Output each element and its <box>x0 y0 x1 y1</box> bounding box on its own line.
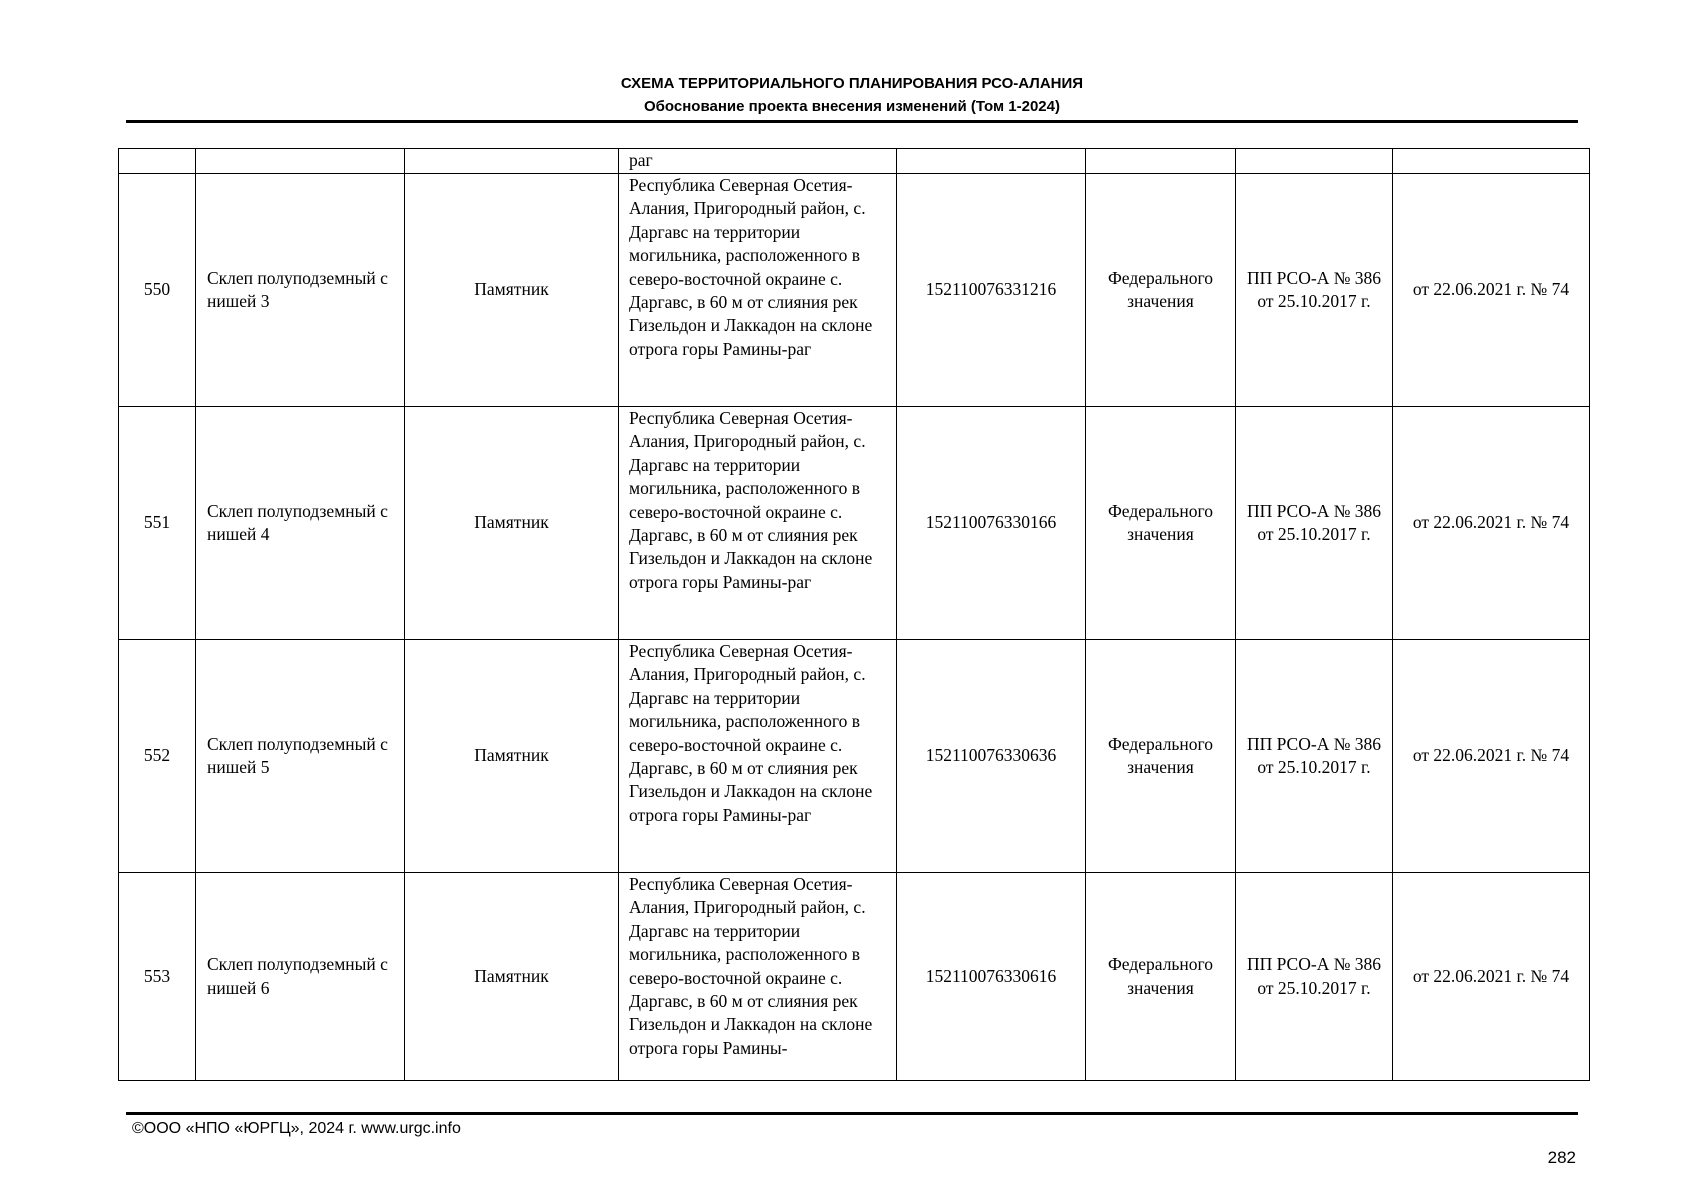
object-category: Федерального значения <box>1086 873 1236 1081</box>
footer-rule <box>126 1112 1578 1115</box>
object-category: Федерального значения <box>1086 640 1236 873</box>
object-type: Памятник <box>405 407 619 640</box>
document-subtitle: Обоснование проекта внесения изменений (Том 1-2024) <box>644 98 1060 115</box>
legal-document: ПП РСО-А № 386 от 25.10.2017 г. <box>1236 640 1393 873</box>
row-number: 551 <box>119 407 196 640</box>
order-reference: от 22.06.2021 г. № 74 <box>1393 174 1590 407</box>
table-row <box>119 407 1590 640</box>
table-cell <box>897 149 1086 174</box>
object-name: Склеп полуподземный с нишей 4 <box>196 407 405 640</box>
document-title: СХЕМА ТЕРРИТОРИАЛЬНОГО ПЛАНИРОВАНИЯ РСО-АЛАНИЯ <box>620 75 1084 92</box>
address-continuation: раг <box>619 149 897 174</box>
table-cell <box>1236 149 1393 174</box>
order-reference: от 22.06.2021 г. № 74 <box>1393 873 1590 1081</box>
continuation-row <box>119 149 1590 174</box>
table-row <box>119 873 1590 1081</box>
table-cell <box>405 149 619 174</box>
table-cell <box>1086 149 1236 174</box>
row-number: 550 <box>119 174 196 407</box>
object-name: Склеп полуподземный с нишей 3 <box>196 174 405 407</box>
object-address: Республика Северная Осетия-Алания, Пригородный район, с. Даргавс на территории могильника, расположенного в северо-восточной окраине с. Даргавс, в 60 м от слияния рек Гизельдон и Лаккадон на склоне отрога горы Рамины- <box>619 873 897 1081</box>
object-category: Федерального значения <box>1086 407 1236 640</box>
object-address: Республика Северная Осетия-Алания, Пригородный район, с. Даргавс на территории могильника, расположенного в северо-восточной окраине с. Даргавс, в 60 м от слияния рек Гизельдон и Лаккадон на склоне отрога горы Рамины-раг <box>619 640 897 873</box>
row-number: 552 <box>119 640 196 873</box>
registry-number: 152110076331216 <box>897 174 1086 407</box>
row-number: 553 <box>119 873 196 1081</box>
register-table <box>118 148 1590 1081</box>
table-row <box>119 174 1590 407</box>
object-type: Памятник <box>405 174 619 407</box>
order-reference: от 22.06.2021 г. № 74 <box>1393 407 1590 640</box>
legal-document: ПП РСО-А № 386 от 25.10.2017 г. <box>1236 407 1393 640</box>
legal-document: ПП РСО-А № 386 от 25.10.2017 г. <box>1236 174 1393 407</box>
registry-number: 152110076330166 <box>897 407 1086 640</box>
table-cell <box>1393 149 1590 174</box>
table-row <box>119 640 1590 873</box>
page-number: 282 <box>1547 1148 1576 1167</box>
table-cell <box>119 149 196 174</box>
object-name: Склеп полуподземный с нишей 5 <box>196 640 405 873</box>
header-rule <box>126 120 1578 123</box>
document-header <box>126 72 1578 118</box>
object-name: Склеп полуподземный с нишей 6 <box>196 873 405 1081</box>
order-reference: от 22.06.2021 г. № 74 <box>1393 640 1590 873</box>
legal-document: ПП РСО-А № 386 от 25.10.2017 г. <box>1236 873 1393 1081</box>
object-type: Памятник <box>405 640 619 873</box>
object-address: Республика Северная Осетия-Алания, Пригородный район, с. Даргавс на территории могильника, расположенного в северо-восточной окраине с. Даргавс, в 60 м от слияния рек Гизельдон и Лаккадон на склоне отрога горы Рамины-раг <box>619 174 897 407</box>
registry-number: 152110076330636 <box>897 640 1086 873</box>
object-type: Памятник <box>405 873 619 1081</box>
registry-number: 152110076330616 <box>897 873 1086 1081</box>
object-category: Федерального значения <box>1086 174 1236 407</box>
object-address: Республика Северная Осетия-Алания, Пригородный район, с. Даргавс на территории могильника, расположенного в северо-восточной окраине с. Даргавс, в 60 м от слияния рек Гизельдон и Лаккадон на склоне отрога горы Рамины-раг <box>619 407 897 640</box>
table-cell <box>196 149 405 174</box>
footer-copyright: ©ООО «НПО «ЮРГЦ», 2024 г. www.urgc.info <box>132 1120 461 1137</box>
